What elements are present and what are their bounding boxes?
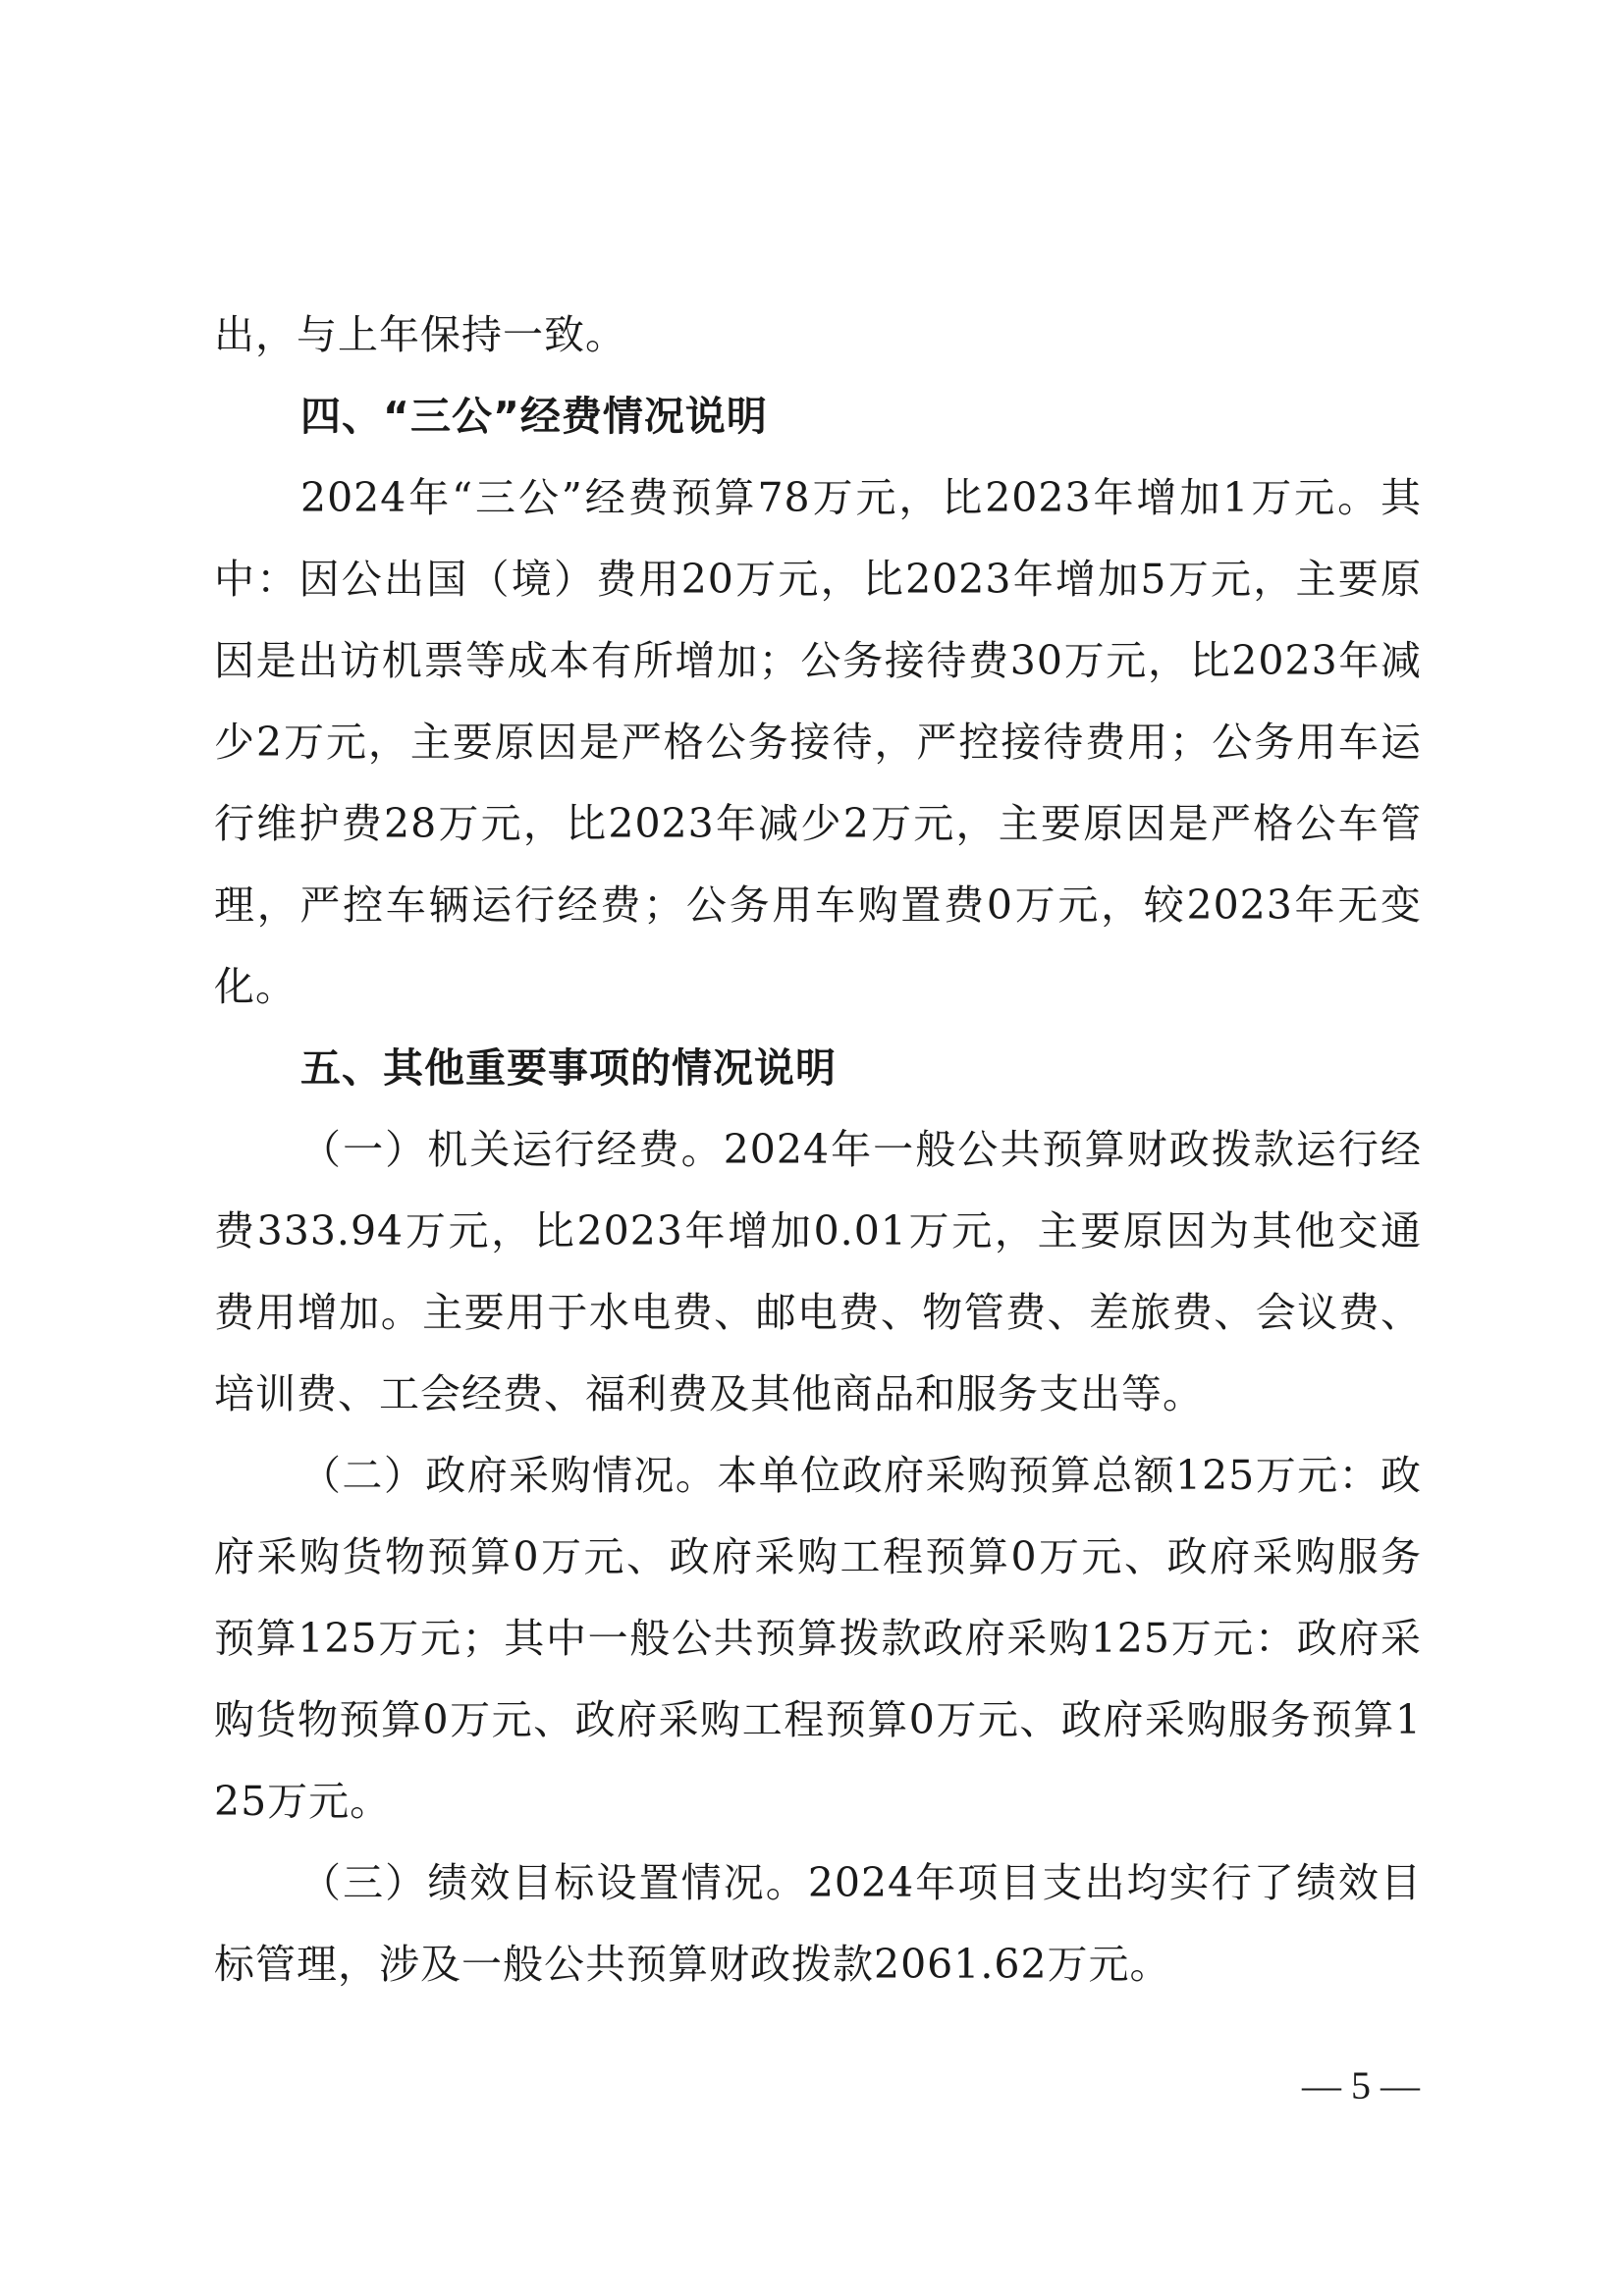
performance-goals-paragraph: （三）绩效目标设置情况。2024年项目支出均实行了绩效目标管理，涉及一般公共预算财政拨款2061.62万元。: [214, 1859, 1422, 1988]
sangong-paragraph: 2024年“三公”经费预算78万元，比2023年增加1万元。其中：因公出国（境）费用20万元，比2023年增加5万元，主要原因是出访机票等成本有所增加；公务接待费30万元，比2023年减少2万元，主要原因是严格公务接待，严控接待费用；公务用车运行维护费28万元，比2023年减少2万元，主要原因是严格公车管理，严控车辆运行经费；公务用车购置费0万元，较2023年无变化。: [214, 474, 1422, 1010]
section-heading-other-matters: 五、其他重要事项的情况说明: [300, 1044, 837, 1092]
document-body: [214, 294, 1422, 2005]
operating-expenses-paragraph: （一）机关运行经费。2024年一般公共预算财政拨款运行经费333.94万元，比2023年增加0.01万元，主要原因为其他交通费用增加。主要用于水电费、邮电费、物管费、差旅费、会议费、培训费、工会经费、福利费及其他商品和服务支出等。: [214, 1126, 1422, 1417]
procurement-paragraph: （二）政府采购情况。本单位政府采购预算总额125万元：政府采购货物预算0万元、政府采购工程预算0万元、政府采购服务预算125万元；其中一般公共预算拨款政府采购125万元：政府采购货物预算0万元、政府采购工程预算0万元、政府采购服务预算125万元。: [214, 1452, 1422, 1825]
continuation-paragraph: 出，与上年保持一致。: [214, 311, 626, 358]
section-heading-sangong: 四、“三公”经费情况说明: [300, 393, 768, 440]
page-number: — 5 —: [1302, 2063, 1420, 2108]
